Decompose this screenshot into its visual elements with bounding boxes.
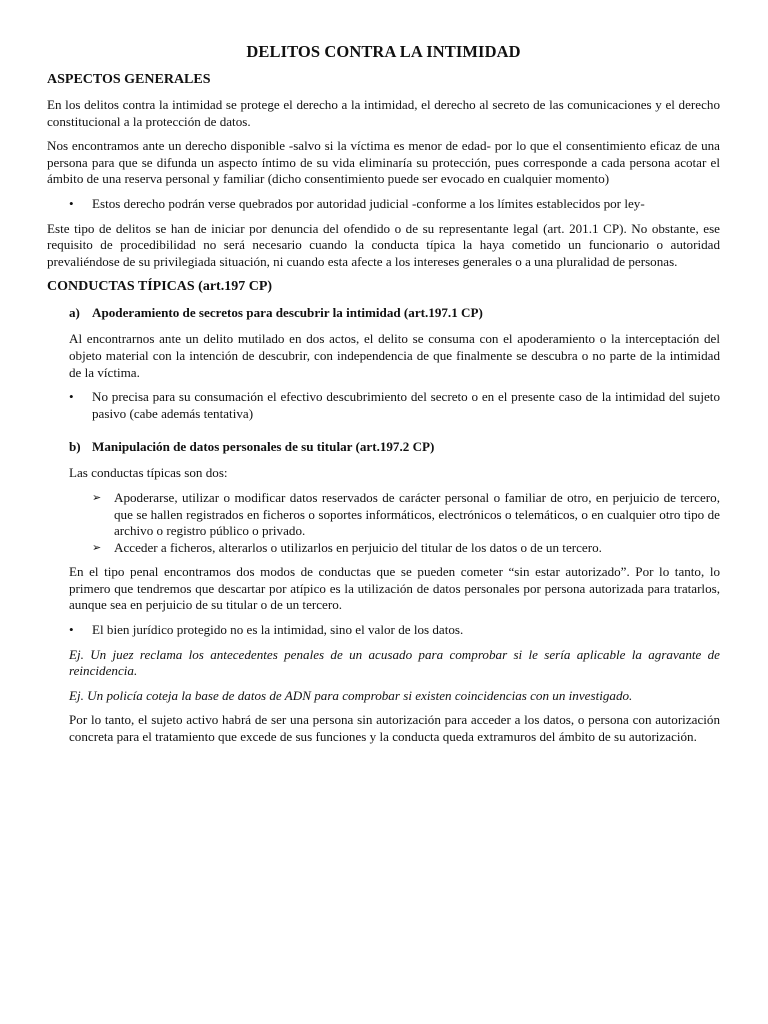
list-item bbox=[92, 540, 720, 557]
paragraph: Este tipo de delitos se han de iniciar por denuncia del ofendido o de su representante legal (art. 201.1 CP). No obstante, ese requisito de procedibilidad no será necesario cuando la conducta típica la haya cometido un funcionario o autoridad prevaliéndose de su privilegiada situación, ni cuando esta afecte a los intereses generales o a una pluralidad de personas. bbox=[47, 220, 720, 269]
paragraph: Por lo tanto, el sujeto activo habrá de ser una persona sin autorización para acceder a los datos, o persona con autorización concreta para el tratamiento que excede de sus funciones y la conducta queda extramuros del ámbito de su autorización. bbox=[69, 712, 720, 745]
list-item-text: No precisa para su consumación el efectivo descubrimiento del secreto o en el presente caso de la intimidad del sujeto pasivo (cabe además tentativa) bbox=[92, 389, 720, 421]
bullet-list bbox=[47, 622, 720, 639]
subsection-heading-a bbox=[69, 304, 720, 322]
paragraph: En el tipo penal encontramos dos modos de conductas que se pueden cometer “sin estar autorizado”. Por lo tanto, lo primero que tendremos que descartar por atípico es la utilización de datos personales por persona autorizada para tratarlos, aunque sea en perjuicio de su titular o de un tercero. bbox=[69, 564, 720, 613]
bullet-icon: • bbox=[69, 389, 74, 405]
bullet-list bbox=[47, 389, 720, 422]
list-item bbox=[92, 490, 720, 540]
arrow-bullet-icon: ➢ bbox=[92, 541, 102, 554]
paragraph: Las conductas típicas son dos: bbox=[69, 465, 228, 481]
arrow-bullet-icon: ➢ bbox=[92, 491, 102, 504]
section-heading-conductas: CONDUCTAS TÍPICAS (art.197 CP) bbox=[47, 279, 273, 295]
list-item-text: Apoderarse, utilizar o modificar datos reservados de carácter personal o familiar de otro, en perjuicio de tercero, que se hallen registrados en ficheros o soportes informáticos, electrónicos o telemáticos, o en cualquier otro tipo de archivo o registro público o privado. bbox=[114, 489, 720, 539]
arrow-list bbox=[47, 490, 720, 556]
list-item-text: El bien jurídico protegido no es la intimidad, sino el valor de los datos. bbox=[92, 622, 464, 638]
subsection-title: Manipulación de datos personales de su titular (art.197.2 CP) bbox=[92, 439, 435, 455]
paragraph: Al encontrarnos ante un delito mutilado en dos actos, el delito se consuma con el apoderamiento o la interceptación del objeto material con la intención de descubrir, con independencia de que finalmente se descubra o no parte de la intimidad de la víctima. bbox=[69, 331, 720, 380]
paragraph: En los delitos contra la intimidad se protege el derecho a la intimidad, el derecho al secreto de las comunicaciones y el derecho constitucional a la protección de datos. bbox=[47, 97, 720, 129]
list-item-text: Acceder a ficheros, alterarlos o utilizarlos en perjuicio del titular de los datos o de un tercero. bbox=[114, 539, 602, 555]
section-heading-aspectos: ASPECTOS GENERALES bbox=[47, 72, 211, 87]
example-paragraph: Ej. Un juez reclama los antecedentes penales de un acusado para comprobar si le sería aplicable la agravante de reincidencia. bbox=[69, 646, 720, 679]
list-item bbox=[47, 389, 720, 422]
subsection-letter: b) bbox=[69, 439, 81, 455]
bullet-icon: • bbox=[69, 622, 74, 638]
bullet-icon: • bbox=[69, 195, 74, 211]
paragraph: Nos encontramos ante un derecho disponible -salvo si la víctima es menor de edad- por lo que el consentimiento eficaz de una persona para que se difunda un aspecto íntimo de su vida eliminaría su protección, pues corresponde a cada persona acotar el ámbito de una reserva personal y familiar (dicho consentimiento puede ser evocado en cualquier momento) bbox=[47, 138, 720, 187]
subsection-letter: a) bbox=[69, 305, 80, 321]
example-paragraph: Ej. Un policía coteja la base de datos de ADN para comprobar si existen coincidencias con un investigado. bbox=[69, 687, 633, 703]
list-item-text: Estos derecho podrán verse quebrados por autoridad judicial -conforme a los límites establecidos por ley- bbox=[92, 195, 645, 211]
document-title: DELITOS CONTRA LA INTIMIDAD bbox=[246, 42, 521, 61]
subsection-title: Apoderamiento de secretos para descubrir la intimidad (art.197.1 CP) bbox=[92, 305, 483, 321]
subsection-heading-b bbox=[69, 438, 720, 456]
list-item bbox=[47, 196, 720, 213]
bullet-list bbox=[47, 196, 720, 213]
list-item bbox=[47, 622, 720, 639]
